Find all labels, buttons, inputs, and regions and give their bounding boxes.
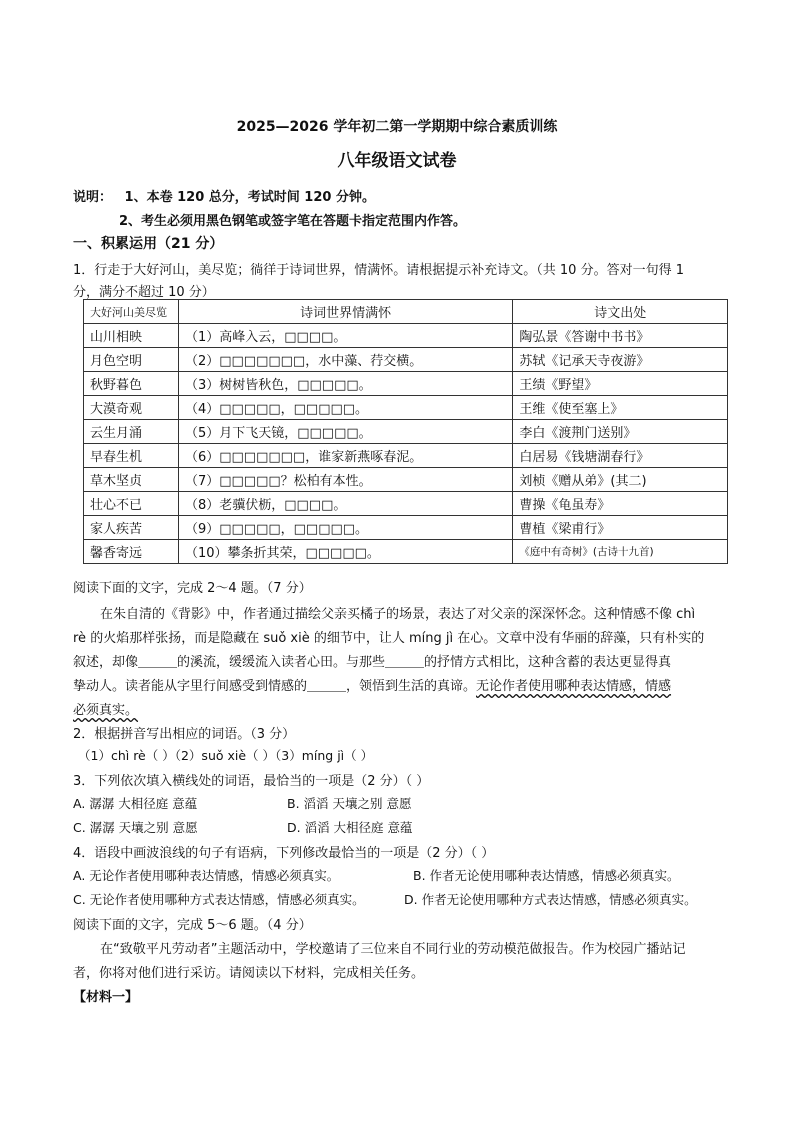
header-source: 诗文出处 (513, 300, 728, 324)
header-scenery: 大好河山美尽览 (84, 300, 179, 324)
source-cell: 苏轼《记承天寺夜游》 (513, 348, 728, 372)
question-4-option-d[interactable]: D. 作者无论使用哪种方式表达情感，情感必须真实。 (404, 892, 697, 907)
question-4-option-a[interactable]: A. 无论作者使用哪种表达情感，情感必须真实。 (73, 868, 340, 883)
source-cell: 陶弘景《答谢中书书》 (513, 324, 728, 348)
source-cell: 王绩《野望》 (513, 372, 728, 396)
wavy-underlined-sentence: 必须真实。 (73, 703, 139, 718)
reading-1-paragraph-line: 叙述，却像＿＿＿的溪流，缓缓流入读者心田。与那些＿＿＿的抒情方式相比，这种含蓄的表达更显得真 (73, 655, 672, 670)
question-3-option-b[interactable]: B. 滔滔 天壤之别 意愿 (287, 796, 412, 811)
poem-table (83, 299, 728, 564)
scenery-cell: 云生月涌 (84, 420, 179, 444)
poem-cell: （3）树树皆秋色，□□□□□。 (178, 372, 512, 396)
scenery-cell: 山川相映 (84, 324, 179, 348)
reading-1-paragraph-line (73, 699, 138, 718)
source-cell: 白居易《钱塘湖春行》 (513, 444, 728, 468)
poem-cell: （10）攀条折其荣，□□□□□。 (178, 540, 512, 564)
instructions-label: 说明： (73, 190, 113, 205)
table-row (84, 372, 728, 396)
question-1-line-1: 1．行走于大好河山，美尽览；徜徉于诗词世界，情满怀。请根据提示补充诗文。（共 10 分。答对一句得 1 (73, 263, 684, 278)
question-3-option-c[interactable]: C. 潺潺 天壤之别 意愿 (73, 820, 198, 835)
poem-cell: （1）高峰入云，□□□□。 (178, 324, 512, 348)
scenery-cell: 早春生机 (84, 444, 179, 468)
question-4-option-b[interactable]: B. 作者无论使用哪种表达情感，情感必须真实。 (413, 868, 680, 883)
instructions-item-1: 1、本卷 120 总分，考试时间 120 分钟。 (124, 190, 375, 205)
poem-cell: （8）老骥伏枥，□□□□。 (178, 492, 512, 516)
reading-2-intro: 阅读下面的文字，完成 5～6 题。（4 分） (73, 918, 312, 933)
poem-cell: （5）月下飞天镜，□□□□□。 (178, 420, 512, 444)
question-4-option-c[interactable]: C. 无论作者使用哪种方式表达情感，情感必须真实。 (73, 892, 365, 907)
instructions-line-1 (73, 186, 375, 205)
reading-1-paragraph-line: rè 的火焰那样张扬，而是隐藏在 suǒ xiè 的细节中，让人 míng jì 在心。文章中没有华丽的辞藻，只有朴实的 (73, 631, 705, 646)
question-3-option-a[interactable]: A. 潺潺 大相径庭 意蕴 (73, 796, 198, 811)
table-row (84, 516, 728, 540)
question-1-line-2: 分，满分不超过 10 分） (73, 285, 215, 300)
scenery-cell: 馨香寄远 (84, 540, 179, 564)
reading-2-paragraph-line: 者，你将对他们进行采访。请阅读以下材料，完成相关任务。 (73, 966, 425, 981)
reading-1-paragraph-line: 在朱自清的《背影》中，作者通过描绘父亲买橘子的场景，表达了对父亲的深深怀念。这种情感不像 chì (100, 607, 696, 622)
poem-cell: （9）□□□□□，□□□□□。 (178, 516, 512, 540)
question-2-stem: 2．根据拼音写出相应的词语。（3 分） (73, 727, 296, 742)
source-cell: 王维《使至塞上》 (513, 396, 728, 420)
table-row (84, 348, 728, 372)
table-row (84, 444, 728, 468)
instructions-item-2: 2、考生必须用黑色钢笔或签字笔在答题卡指定范围内作答。 (119, 214, 467, 229)
scenery-cell: 大漠奇观 (84, 396, 179, 420)
exam-title: 2025—2026 学年初二第一学期期中综合素质训练 (236, 119, 558, 135)
scenery-cell: 秋野暮色 (84, 372, 179, 396)
poem-cell: （4）□□□□□，□□□□□。 (178, 396, 512, 420)
poem-table-header (84, 300, 728, 324)
scenery-cell: 月色空明 (84, 348, 179, 372)
table-row (84, 420, 728, 444)
scenery-cell: 草木坚贞 (84, 468, 179, 492)
table-row (84, 396, 728, 420)
question-3-stem: 3．下列依次填入横线处的词语，最恰当的一项是（2 分）（ ） (73, 774, 430, 789)
poem-cell: （7）□□□□□？松柏有本性。 (178, 468, 512, 492)
source-cell: 曹操《龟虽寿》 (513, 492, 728, 516)
source-cell: 《庭中有奇树》(古诗十九首) (513, 540, 728, 564)
reading-1-paragraph-line (73, 675, 671, 694)
header-poem: 诗词世界情满怀 (178, 300, 512, 324)
section-1-heading: 一、积累运用（21 分） (73, 236, 224, 252)
poem-cell: （2）□□□□□□□，水中藻、荇交横。 (178, 348, 512, 372)
scenery-cell: 家人疾苦 (84, 516, 179, 540)
source-cell: 李白《渡荆门送别》 (513, 420, 728, 444)
wavy-underlined-sentence: 无论作者使用哪种表达情感，情感 (476, 679, 672, 694)
table-row (84, 324, 728, 348)
table-row (84, 540, 728, 564)
table-row (84, 468, 728, 492)
source-cell: 刘桢《赠从弟》(其二) (513, 468, 728, 492)
reading-1-text: 挚动人。读者能从字里行间感受到情感的＿＿＿，领悟到生活的真谛。 (73, 679, 477, 694)
reading-2-paragraph-line: 在“致敬平凡劳动者”主题活动中，学校邀请了三位来自不同行业的劳动模范做报告。作为校园广播站记 (100, 942, 686, 957)
source-cell: 曹植《梁甫行》 (513, 516, 728, 540)
question-3-option-d[interactable]: D. 滔滔 大相径庭 意蕴 (287, 820, 413, 835)
scenery-cell: 壮心不已 (84, 492, 179, 516)
question-4-stem: 4．语段中画波浪线的句子有语病，下列修改最恰当的一项是（2 分）（ ） (73, 846, 495, 861)
material-1-heading: 【材料一】 (73, 990, 139, 1005)
reading-1-intro: 阅读下面的文字，完成 2～4 题。（7 分） (73, 581, 312, 596)
table-row (84, 492, 728, 516)
question-2-blanks: （1）chì rè（ ）（2）suǒ xiè（ ）（3）míng jì（ ） (78, 748, 374, 763)
exam-subtitle: 八年级语文试卷 (337, 151, 457, 171)
poem-cell: （6）□□□□□□□，谁家新燕啄春泥。 (178, 444, 512, 468)
